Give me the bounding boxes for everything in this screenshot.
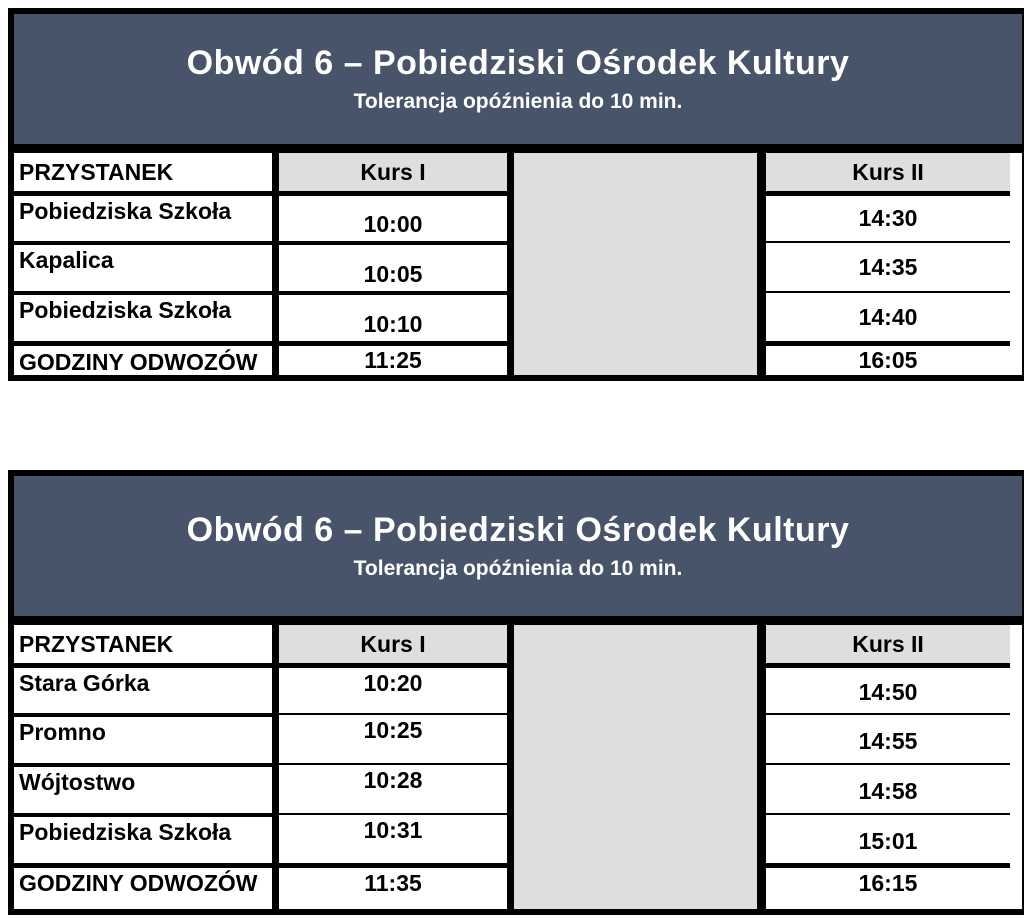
timetable-1-subtitle: Tolerancja opóźnienia do 10 min.	[353, 90, 683, 114]
departures-kurs2-time: 16:05	[766, 341, 1010, 375]
stop-name-cell: Pobiedziska Szkoła	[14, 191, 279, 241]
timetable-2-subtitle: Tolerancja opóźnienia do 10 min.	[353, 557, 683, 581]
kurs2-time-cell: 14:40	[766, 291, 1010, 341]
kurs1-time-cell: 10:10	[279, 291, 514, 341]
column-header-kurs1: Kurs I	[279, 625, 514, 663]
timetable-2	[8, 470, 1024, 915]
departures-kurs1-time: 11:25	[279, 341, 514, 375]
stop-name-cell: Kapalica	[14, 241, 279, 291]
kurs1-time-cell: 10:20	[279, 663, 514, 713]
kurs2-time-cell: 14:50	[766, 663, 1010, 713]
kurs2-time-cell: 14:55	[766, 713, 1010, 763]
column-header-przystanek: PRZYSTANEK	[14, 625, 279, 663]
timetable-2-grid	[14, 625, 1022, 909]
stop-name-cell: Wójtostwo	[14, 763, 279, 813]
kurs1-time-cell: 10:00	[279, 191, 514, 241]
departures-kurs2-time: 16:15	[766, 863, 1010, 909]
kurs1-time-cell: 10:05	[279, 241, 514, 291]
empty-middle-column	[514, 625, 766, 909]
departures-label-cell: GODZINY ODWOZÓW	[14, 863, 279, 909]
timetable-2-title: Obwód 6 – Pobiedziski Ośrodek Kultury	[186, 510, 850, 549]
column-header-kurs2: Kurs II	[766, 625, 1010, 663]
column-header-kurs2: Kurs II	[766, 153, 1010, 191]
stop-name-cell: Pobiedziska Szkoła	[14, 291, 279, 341]
kurs1-time-cell: 10:31	[279, 813, 514, 863]
stop-name-cell: Promno	[14, 713, 279, 763]
kurs2-time-cell: 14:58	[766, 763, 1010, 813]
departures-label-cell: GODZINY ODWOZÓW	[14, 341, 279, 375]
timetable-1-title: Obwód 6 – Pobiedziski Ośrodek Kultury	[186, 43, 850, 82]
stop-name-cell: Pobiedziska Szkoła	[14, 813, 279, 863]
kurs1-time-cell: 10:25	[279, 713, 514, 763]
timetable-1	[8, 8, 1024, 381]
empty-middle-column	[514, 153, 766, 375]
kurs1-time-cell: 10:28	[279, 763, 514, 813]
timetable-1-banner	[14, 14, 1022, 153]
timetable-2-banner	[14, 476, 1022, 625]
column-header-kurs1: Kurs I	[279, 153, 514, 191]
kurs2-time-cell: 14:30	[766, 191, 1010, 241]
kurs2-time-cell: 15:01	[766, 813, 1010, 863]
column-header-przystanek: PRZYSTANEK	[14, 153, 279, 191]
departures-kurs1-time: 11:35	[279, 863, 514, 909]
kurs2-time-cell: 14:35	[766, 241, 1010, 291]
stop-name-cell: Stara Górka	[14, 663, 279, 713]
timetable-1-grid	[14, 153, 1022, 375]
